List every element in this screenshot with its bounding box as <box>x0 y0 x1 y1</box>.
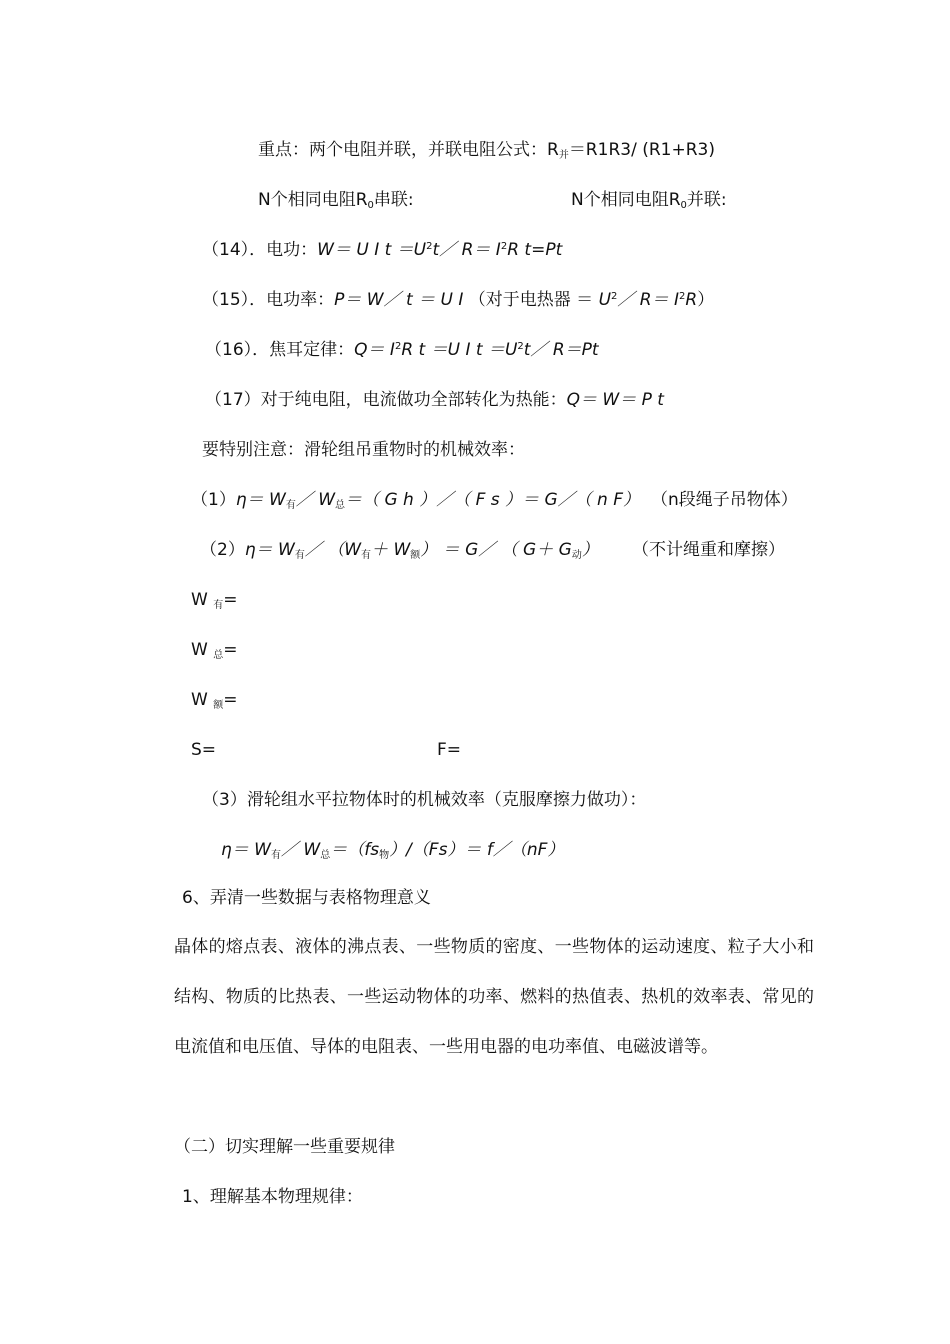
line-w-extra: W $_额$= <box>191 690 238 711</box>
section-heading-laws: （二）切实理解一些重要规律 <box>174 1137 395 1157</box>
line-efficiency-1-note: （n段绳子吊物体） <box>651 490 798 510</box>
line-efficiency-2: $(2)\eta= W_有/$ $(W_有+ W_额)$ ＝ G／ （ $G+ G_动$） <box>200 540 599 561</box>
line-joule-law: （16）．焦耳定律：$Q= I^2R$ t ＝U I $t =U^2t/$ R＝Pt <box>205 340 599 360</box>
line-parallel-resistance: 重点：两个电阻并联，并联电阻公式：$R_并=R1R3/$ (R1+R3) <box>258 140 715 161</box>
line-horizontal-pulley: （3）滑轮组水平拉物体时的机械效率（克服摩擦力做功）： <box>202 790 647 810</box>
line-w-useful: W $_有$= <box>191 590 238 611</box>
paragraph-data-tables: 晶体的熔点表、液体的沸点表、一些物质的密度、一些物体的运动速度、粒子大小和结构、物质的比热表、一些运动物体的功率、燃料的热值表、热机的效率表、常见的电流值和电压值、导体的电阻表、一些用电器的电功率值、电磁波谱等。 <box>174 937 814 1057</box>
line-electric-power: （15）．电功率：P＝ W／ t ＝ U I （对于电热器 ＝ $U^2/$ $R= I^2R$） <box>202 290 715 310</box>
line-parallel-n-resistors: N个相同电阻$R_0$并联: <box>571 190 727 211</box>
section-heading-data-tables: 6、弄清一些数据与表格物理意义 <box>182 888 431 908</box>
line-efficiency-1: $(1)\eta= W_有/$ $W_总=$（ G h ）／（ F s ）＝ G／（ n F） <box>191 490 640 511</box>
line-pulley-note: 要特别注意：滑轮组吊重物时的机械效率： <box>202 440 525 460</box>
subsection-heading-basic-laws: 1、理解基本物理规律： <box>182 1187 363 1207</box>
line-efficiency-2-note: （不计绳重和摩擦） <box>632 540 785 560</box>
line-electric-work: （14）．电功：W＝ U I $t =U^2t/$ $R= I^2R$ t=Pt <box>202 240 563 260</box>
line-efficiency-3: $\eta= W_有/$ $W_总=(fs_物)/(Fs)=$ f／（nF） <box>221 840 565 861</box>
line-w-total: W $_总$= <box>191 640 238 661</box>
line-f: F= <box>437 740 462 760</box>
line-pure-resistance: （17）对于纯电阻，电流做功全部转化为热能：Q＝ W＝ P t <box>205 390 664 410</box>
line-series-n-resistors: N个相同电阻$R_0$串联: <box>258 190 414 211</box>
line-s: S= <box>191 740 217 760</box>
